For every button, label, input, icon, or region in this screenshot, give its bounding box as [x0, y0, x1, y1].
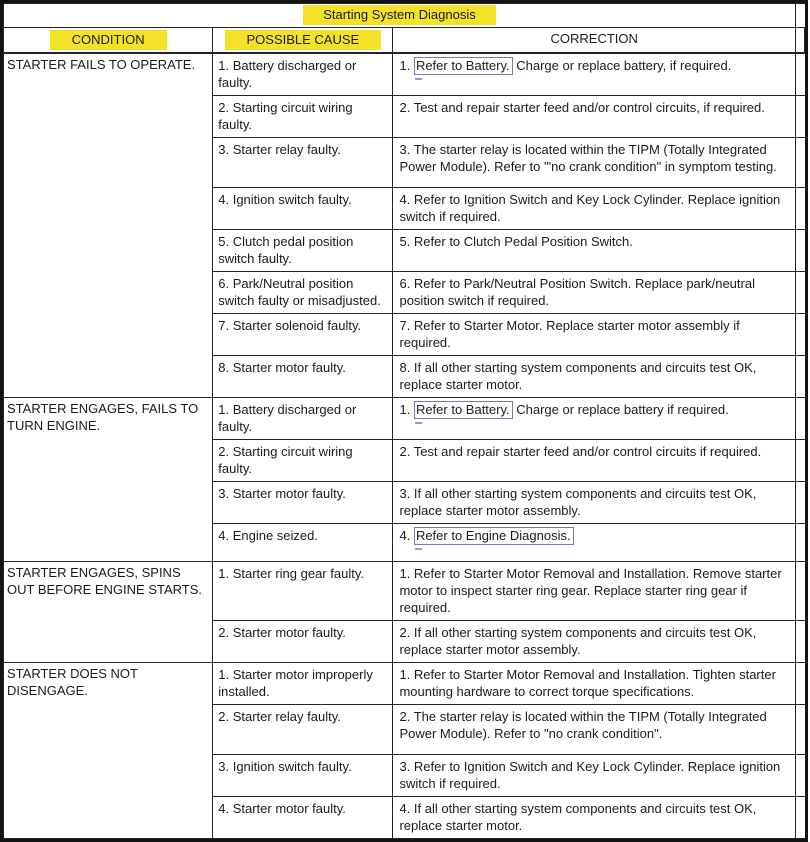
- table-header-row: [4, 28, 805, 54]
- correction-cell: 1. Refer to Starter Motor Removal and Installation. Tighten starter mounting hardware to correct torque specifications.: [393, 663, 796, 705]
- page-edge-strip: [795, 797, 804, 839]
- correction-cell: 4. Refer to Ignition Switch and Key Lock Cylinder. Replace ignition switch if required.: [393, 188, 796, 230]
- cause-cell: 4. Engine seized.: [213, 524, 393, 562]
- page-edge-strip: [795, 230, 804, 272]
- cause-cell: 5. Clutch pedal position switch faulty.: [213, 230, 393, 272]
- condition-cell: STARTER DOES NOT DISENGAGE.: [4, 663, 213, 839]
- condition-cell: STARTER ENGAGES, FAILS TO TURN ENGINE.: [4, 398, 213, 562]
- page-edge-strip: [795, 314, 804, 356]
- page-edge-strip: [795, 4, 804, 28]
- correction-cell: 6. Refer to Park/Neutral Position Switch. Replace park/neutral position switch if required.: [393, 272, 796, 314]
- correction-text: Charge or replace battery if required.: [512, 402, 729, 417]
- cause-cell: 2. Starter relay faulty.: [213, 705, 393, 755]
- correction-cell: [393, 53, 796, 96]
- link-underline-artifact: [415, 548, 422, 550]
- page-edge-strip: [795, 188, 804, 230]
- correction-cell: 3. If all other starting system components and circuits test OK, replace starter motor assembly.: [393, 482, 796, 524]
- table-row: [4, 53, 805, 96]
- condition-cell: STARTER FAILS TO OPERATE.: [4, 53, 213, 398]
- cause-cell: 1. Battery discharged or faulty.: [213, 398, 393, 440]
- table-title-row: [4, 4, 805, 28]
- table-title: Starting System Diagnosis: [303, 5, 495, 25]
- cause-cell: 8. Starter motor faulty.: [213, 356, 393, 398]
- column-header-correction: [393, 28, 796, 54]
- link-underline-artifact: [415, 422, 422, 424]
- correction-text: 1.: [399, 402, 414, 417]
- cause-cell: 1. Starter ring gear faulty.: [213, 562, 393, 621]
- reference-link[interactable]: Refer to Battery.: [414, 57, 513, 75]
- cause-cell: 3. Starter motor faulty.: [213, 482, 393, 524]
- correction-text: 1.: [399, 58, 414, 73]
- cause-cell: 2. Starter motor faulty.: [213, 621, 393, 663]
- page-edge-strip: [795, 562, 804, 621]
- cause-cell: 6. Park/Neutral position switch faulty or misadjusted.: [213, 272, 393, 314]
- diagnosis-table: [3, 3, 805, 839]
- correction-header-label: CORRECTION: [550, 31, 638, 46]
- table-row: [4, 663, 805, 705]
- correction-cell: 1. Refer to Starter Motor Removal and Installation. Remove starter motor to inspect starter ring gear. Replace starter ring gear if required.: [393, 562, 796, 621]
- correction-cell: 5. Refer to Clutch Pedal Position Switch.: [393, 230, 796, 272]
- correction-cell: 7. Refer to Starter Motor. Replace starter motor assembly if required.: [393, 314, 796, 356]
- page-edge-strip: [795, 755, 804, 797]
- correction-text: 4.: [399, 528, 414, 543]
- correction-cell: 2. The starter relay is located within the TIPM (Totally Integrated Power Module). Refer to "no crank condition".: [393, 705, 796, 755]
- table-row: [4, 398, 805, 440]
- cause-cell: 2. Starting circuit wiring faulty.: [213, 96, 393, 138]
- page-edge-strip: [795, 272, 804, 314]
- table-row: [4, 562, 805, 621]
- cause-cell: 2. Starting circuit wiring faulty.: [213, 440, 393, 482]
- page-edge-strip: [795, 53, 804, 96]
- correction-cell: 8. If all other starting system components and circuits test OK, replace starter motor.: [393, 356, 796, 398]
- possible-cause-header-label: POSSIBLE CAUSE: [225, 30, 382, 50]
- page-edge-strip: [795, 482, 804, 524]
- correction-cell: 3. Refer to Ignition Switch and Key Lock Cylinder. Replace ignition switch if required.: [393, 755, 796, 797]
- cause-cell: 4. Starter motor faulty.: [213, 797, 393, 839]
- reference-link[interactable]: Refer to Battery.: [414, 401, 513, 419]
- page-edge-strip: [795, 663, 804, 705]
- page-edge-strip: [795, 356, 804, 398]
- table-title-cell: [4, 4, 796, 28]
- page-edge-strip: [795, 138, 804, 188]
- condition-header-label: CONDITION: [50, 30, 167, 50]
- cause-cell: 1. Battery discharged or faulty.: [213, 53, 393, 96]
- correction-cell: 2. Test and repair starter feed and/or control circuits, if required.: [393, 96, 796, 138]
- cause-cell: 3. Starter relay faulty.: [213, 138, 393, 188]
- link-underline-artifact: [415, 78, 422, 80]
- correction-cell: 3. The starter relay is located within the TIPM (Totally Integrated Power Module). Refer to '"no crank condition" in symptom testing.: [393, 138, 796, 188]
- page-edge-strip: [795, 621, 804, 663]
- cause-cell: 1. Starter motor improperly installed.: [213, 663, 393, 705]
- correction-cell: [393, 398, 796, 440]
- cause-cell: 3. Ignition switch faulty.: [213, 755, 393, 797]
- page-edge-strip: [795, 524, 804, 562]
- correction-cell: 2. Test and repair starter feed and/or control circuits if required.: [393, 440, 796, 482]
- correction-cell: 2. If all other starting system components and circuits test OK, replace starter motor assembly.: [393, 621, 796, 663]
- table-body: [4, 53, 805, 839]
- page-edge-strip: [795, 28, 804, 54]
- page-edge-strip: [795, 440, 804, 482]
- correction-text: Charge or replace battery, if required.: [512, 58, 732, 73]
- correction-cell: [393, 524, 796, 562]
- page-edge-strip: [795, 705, 804, 755]
- cause-cell: 4. Ignition switch faulty.: [213, 188, 393, 230]
- correction-cell: 4. If all other starting system components and circuits test OK, replace starter motor.: [393, 797, 796, 839]
- page-edge-strip: [795, 398, 804, 440]
- column-header-possible-cause: [213, 28, 393, 54]
- reference-link[interactable]: Refer to Engine Diagnosis.: [414, 527, 574, 545]
- page-edge-strip: [795, 96, 804, 138]
- condition-cell: STARTER ENGAGES, SPINS OUT BEFORE ENGINE STARTS.: [4, 562, 213, 663]
- column-header-condition: [4, 28, 213, 54]
- cause-cell: 7. Starter solenoid faulty.: [213, 314, 393, 356]
